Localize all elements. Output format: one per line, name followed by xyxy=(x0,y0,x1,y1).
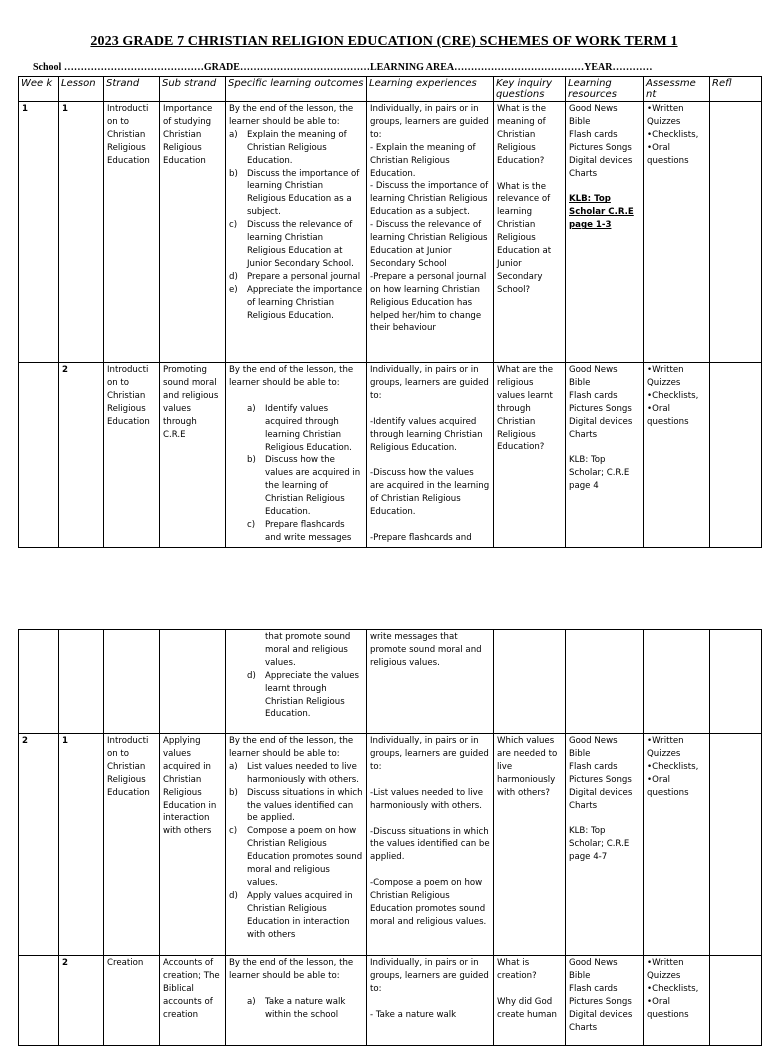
week-cell xyxy=(19,630,59,734)
list-item: Digital devices xyxy=(569,787,633,798)
header-resources: Learning resources xyxy=(566,77,644,102)
outcomes-intro: By the end of the lesson, the learner should be able to: xyxy=(229,736,354,759)
outcomes-list xyxy=(229,761,363,942)
outcome-item xyxy=(229,168,363,220)
assessment-cell xyxy=(644,363,710,548)
outcome-marker: a) xyxy=(247,996,256,1007)
list-item: Pictures Songs xyxy=(569,774,632,785)
inquiry-cell xyxy=(494,734,566,956)
inquiry-cell xyxy=(494,363,566,548)
inquiry-cell xyxy=(494,102,566,363)
outcome-item xyxy=(229,996,363,1022)
resources-list xyxy=(569,957,640,1034)
substrand-cell: Applying values acquired in Christian Religious Education in interaction with others xyxy=(160,734,226,956)
list-item: •Written Quizzes xyxy=(647,365,684,388)
outcome-marker: a) xyxy=(229,761,238,772)
outcomes-list xyxy=(229,403,363,545)
outcome-text: Compose a poem on how Christian Religious Education promotes sound moral and religious values. xyxy=(247,826,363,888)
list-item: •Oral questions xyxy=(647,996,689,1020)
strand-cell: Introducti on to Christian Religious Education xyxy=(104,102,160,363)
experience-item: -Discuss situations in which the values identified can be applied. xyxy=(370,826,490,863)
list-item: Flash cards xyxy=(569,983,618,994)
list-item: •Checklists, xyxy=(647,129,699,140)
list-item: Flash cards xyxy=(569,129,618,140)
outcomes-list xyxy=(229,670,363,722)
outcomes-intro: By the end of the lesson, the learner should be able to: xyxy=(229,958,354,981)
list-item: Pictures Songs xyxy=(569,403,632,414)
strand-cell: Introducti on to Christian Religious Education xyxy=(104,734,160,956)
outcome-marker: d) xyxy=(247,670,256,681)
table-row-continuation xyxy=(19,630,762,734)
experience-item: -Discuss how the values are acquired in the learning of Christian Religious Education. xyxy=(370,468,490,518)
substrand-cell: Promoting sound moral and religious values through C.R.E xyxy=(160,363,226,548)
outcome-text: Prepare flashcards and write messages xyxy=(265,519,352,543)
lesson-cell xyxy=(59,630,104,734)
list-item: Good News Bible xyxy=(569,104,618,127)
experiences-cell xyxy=(367,363,494,548)
list-item: Pictures Songs xyxy=(569,996,632,1007)
list-item: •Oral questions xyxy=(647,774,689,798)
header-inquiry: Key inquiry questions xyxy=(494,77,566,102)
inquiry-cell xyxy=(494,956,566,1046)
experience-item: write messages that promote sound moral and religious values. xyxy=(370,632,482,668)
list-item: Charts xyxy=(569,168,598,179)
strand-cell xyxy=(104,630,160,734)
experiences-intro: Individually, in pairs or in groups, learners are guided to: xyxy=(370,736,489,772)
outcomes-intro: By the end of the lesson, the learner should be able to: xyxy=(229,365,354,388)
header-lesson: Lesson xyxy=(59,77,104,102)
outcome-marker: d) xyxy=(229,271,238,282)
resources-list xyxy=(569,735,640,812)
assessment-cell xyxy=(644,734,710,956)
outcome-item xyxy=(229,890,363,942)
outcomes-cell xyxy=(226,102,367,363)
outcome-item xyxy=(229,519,363,545)
week-cell: 1 xyxy=(19,102,59,363)
table-row xyxy=(19,363,762,548)
outcome-text: Discuss the importance of learning Christian Religious Education as a subject. xyxy=(247,168,360,218)
substrand-cell: Accounts of creation; The Biblical accounts of creation xyxy=(160,956,226,1046)
reflection-cell xyxy=(710,363,762,548)
experience-item: -Prepare flashcards and xyxy=(370,533,472,544)
outcome-text: List values needed to live harmoniously with others. xyxy=(247,761,360,785)
table-row xyxy=(19,734,762,956)
assessment-cell xyxy=(644,102,710,363)
experience-item: -List values needed to live harmoniously with others. xyxy=(370,787,483,811)
outcome-text: Prepare a personal journal xyxy=(247,271,361,282)
table-header-row xyxy=(19,77,762,102)
document-title: 2023 GRADE 7 CHRISTIAN RELIGION EDUCATION (CRE) SCHEMES OF WORK TERM 1 xyxy=(90,34,678,49)
strand-cell: Introducti on to Christian Religious Education xyxy=(104,363,160,548)
outcome-item xyxy=(229,454,363,519)
header-week: Wee k xyxy=(19,77,59,102)
header-strand: Strand xyxy=(104,77,160,102)
substrand-cell: Importance of studying Christian Religious Education xyxy=(160,102,226,363)
reflection-cell xyxy=(710,630,762,734)
resources-cell xyxy=(566,102,644,363)
experiences-cell xyxy=(367,956,494,1046)
outcome-text: Discuss the relevance of learning Christian Religious Education at Junior Secondary School. xyxy=(247,220,354,269)
experience-item: - Take a nature walk xyxy=(370,1009,457,1020)
outcome-continued: that promote sound moral and religious values. xyxy=(265,632,351,668)
textbook-reference: KLB: Top Scholar C.R.E page 1-3 xyxy=(569,194,634,231)
list-item: Charts xyxy=(569,1022,598,1033)
outcome-marker: c) xyxy=(229,826,238,837)
outcome-text: Take a nature walk within the school xyxy=(265,996,346,1020)
resources-cell xyxy=(566,630,644,734)
list-item: Pictures Songs xyxy=(569,142,632,153)
outcome-item xyxy=(229,271,363,284)
list-item: Flash cards xyxy=(569,761,618,772)
list-item: Digital devices xyxy=(569,155,633,166)
reflection-cell xyxy=(710,956,762,1046)
header-outcomes: Specific learning outcomes xyxy=(226,77,367,102)
experiences-cell xyxy=(367,630,494,734)
outcomes-intro: By the end of the lesson, the learner should be able to: xyxy=(229,104,354,127)
assessment-list xyxy=(647,957,706,1022)
header-assessment: Assessme nt xyxy=(644,77,710,102)
outcome-item xyxy=(229,670,363,722)
lesson-cell: 1 xyxy=(59,102,104,363)
header-substrand: Sub strand xyxy=(160,77,226,102)
outcome-marker: e) xyxy=(229,284,238,295)
strand-cell: Creation xyxy=(104,956,160,1046)
lesson-cell: 2 xyxy=(59,956,104,1046)
experiences-text: - Explain the meaning of Christian Religious Education. - Discuss the importance of learning Christian Religious Education as a subject. - Discuss the relevance of learning Christian Religious Education at Junior Secondary School -Prepare a personal journal on how learning Christian Religious Education has helped her/him to change their behaviour xyxy=(370,142,489,334)
list-item: •Written Quizzes xyxy=(647,958,684,981)
outcome-text: Appreciate the values learnt through Christian Religious Education. xyxy=(265,670,359,720)
outcome-item xyxy=(229,787,363,826)
week-cell: 2 xyxy=(19,734,59,956)
outcomes-list xyxy=(229,996,363,1022)
resources-list xyxy=(569,103,640,180)
resources-list xyxy=(569,364,640,441)
assessment-list xyxy=(647,735,706,800)
outcome-marker: a) xyxy=(229,129,238,140)
list-item: Charts xyxy=(569,800,598,811)
experiences-cell xyxy=(367,734,494,956)
list-item: Charts xyxy=(569,429,598,440)
assessment-cell xyxy=(644,956,710,1046)
outcomes-list xyxy=(229,129,363,323)
school-info-line: School ……………………………………GRADE…………………………………LEARNING AREA…………………………………YEAR………… xyxy=(33,62,653,73)
list-item: •Written Quizzes xyxy=(647,104,684,127)
outcome-item xyxy=(229,219,363,271)
outcomes-cell xyxy=(226,734,367,956)
outcome-text: Identify values acquired through learning Christian Religious Education. xyxy=(265,403,352,453)
outcome-item xyxy=(229,284,363,323)
outcome-item xyxy=(229,761,363,787)
outcome-item xyxy=(229,825,363,890)
lesson-cell: 2 xyxy=(59,363,104,548)
list-item: Good News Bible xyxy=(569,365,618,388)
list-item: Good News Bible xyxy=(569,958,618,981)
textbook-reference: KLB: Top Scholar; C.R.E page 4 xyxy=(569,455,630,492)
outcome-marker: a) xyxy=(247,403,256,414)
inquiry-question: What are the religious values learnt through Christian Religious Education? xyxy=(497,365,554,453)
schemes-table-page-1 xyxy=(18,76,762,548)
outcome-text: Explain the meaning of Christian Religious Education. xyxy=(247,129,347,166)
outcomes-cell xyxy=(226,363,367,548)
outcome-marker: d) xyxy=(229,890,238,901)
assessment-cell xyxy=(644,630,710,734)
outcome-marker: b) xyxy=(229,168,238,179)
list-item: •Checklists, xyxy=(647,983,699,994)
resources-cell xyxy=(566,363,644,548)
inquiry-question: Which values are needed to live harmoniously with others? xyxy=(497,736,558,798)
outcome-text: Appreciate the importance of learning Christian Religious Education. xyxy=(247,284,363,321)
header-experiences: Learning experiences xyxy=(367,77,494,102)
outcomes-cell xyxy=(226,956,367,1046)
week-cell xyxy=(19,363,59,548)
inquiry-question: What is the relevance of learning Christian Religious Education at Junior Secondary School? xyxy=(497,181,552,295)
table-row xyxy=(19,956,762,1046)
week-cell xyxy=(19,956,59,1046)
experience-item: -Identify values acquired through learning Christian Religious Education. xyxy=(370,416,483,453)
outcome-text: Discuss how the values are acquired in the learning of Christian Religious Education. xyxy=(265,455,361,518)
inquiry-question: What is the meaning of Christian Religious Education? xyxy=(497,104,547,166)
outcome-marker: b) xyxy=(247,455,256,466)
substrand-cell xyxy=(160,630,226,734)
outcome-item xyxy=(229,403,363,455)
list-item: Digital devices xyxy=(569,416,633,427)
textbook-reference: KLB: Top Scholar; C.R.E page 4-7 xyxy=(569,826,630,863)
outcome-text: Apply values acquired in Christian Religious Education in interaction with others xyxy=(247,890,353,940)
experiences-intro: Individually, in pairs or in groups, learners are guided to: xyxy=(370,958,489,994)
resources-cell xyxy=(566,956,644,1046)
schemes-table-page-2 xyxy=(18,629,762,1046)
list-item: Good News Bible xyxy=(569,736,618,759)
list-item: Flash cards xyxy=(569,390,618,401)
reflection-cell xyxy=(710,102,762,363)
outcomes-cell xyxy=(226,630,367,734)
outcome-text: Discuss situations in which the values identified can be applied. xyxy=(247,787,363,824)
list-item: •Oral questions xyxy=(647,142,689,166)
list-item: •Checklists, xyxy=(647,390,699,401)
table-row xyxy=(19,102,762,363)
experience-item: -Compose a poem on how Christian Religious Education promotes sound moral and religious values. xyxy=(370,878,487,927)
assessment-list xyxy=(647,103,706,168)
lesson-cell: 1 xyxy=(59,734,104,956)
experiences-intro: Individually, in pairs or in groups, learners are guided to: xyxy=(370,365,489,401)
inquiry-question: Why did God create human xyxy=(497,996,557,1020)
list-item: •Oral questions xyxy=(647,403,689,427)
assessment-list xyxy=(647,364,706,429)
outcome-marker: c) xyxy=(247,519,256,530)
outcome-marker: b) xyxy=(229,787,238,798)
experiences-cell xyxy=(367,102,494,363)
outcome-item xyxy=(229,129,363,168)
reflection-cell xyxy=(710,734,762,956)
resources-cell xyxy=(566,734,644,956)
header-reflection: Refl xyxy=(710,77,762,102)
experiences-intro: Individually, in pairs or in groups, learners are guided to: xyxy=(370,104,489,140)
list-item: •Checklists, xyxy=(647,761,699,772)
list-item: •Written Quizzes xyxy=(647,736,684,759)
outcome-marker: c) xyxy=(229,220,238,231)
inquiry-question: What is creation? xyxy=(497,958,537,981)
inquiry-cell xyxy=(494,630,566,734)
list-item: Digital devices xyxy=(569,1009,633,1020)
